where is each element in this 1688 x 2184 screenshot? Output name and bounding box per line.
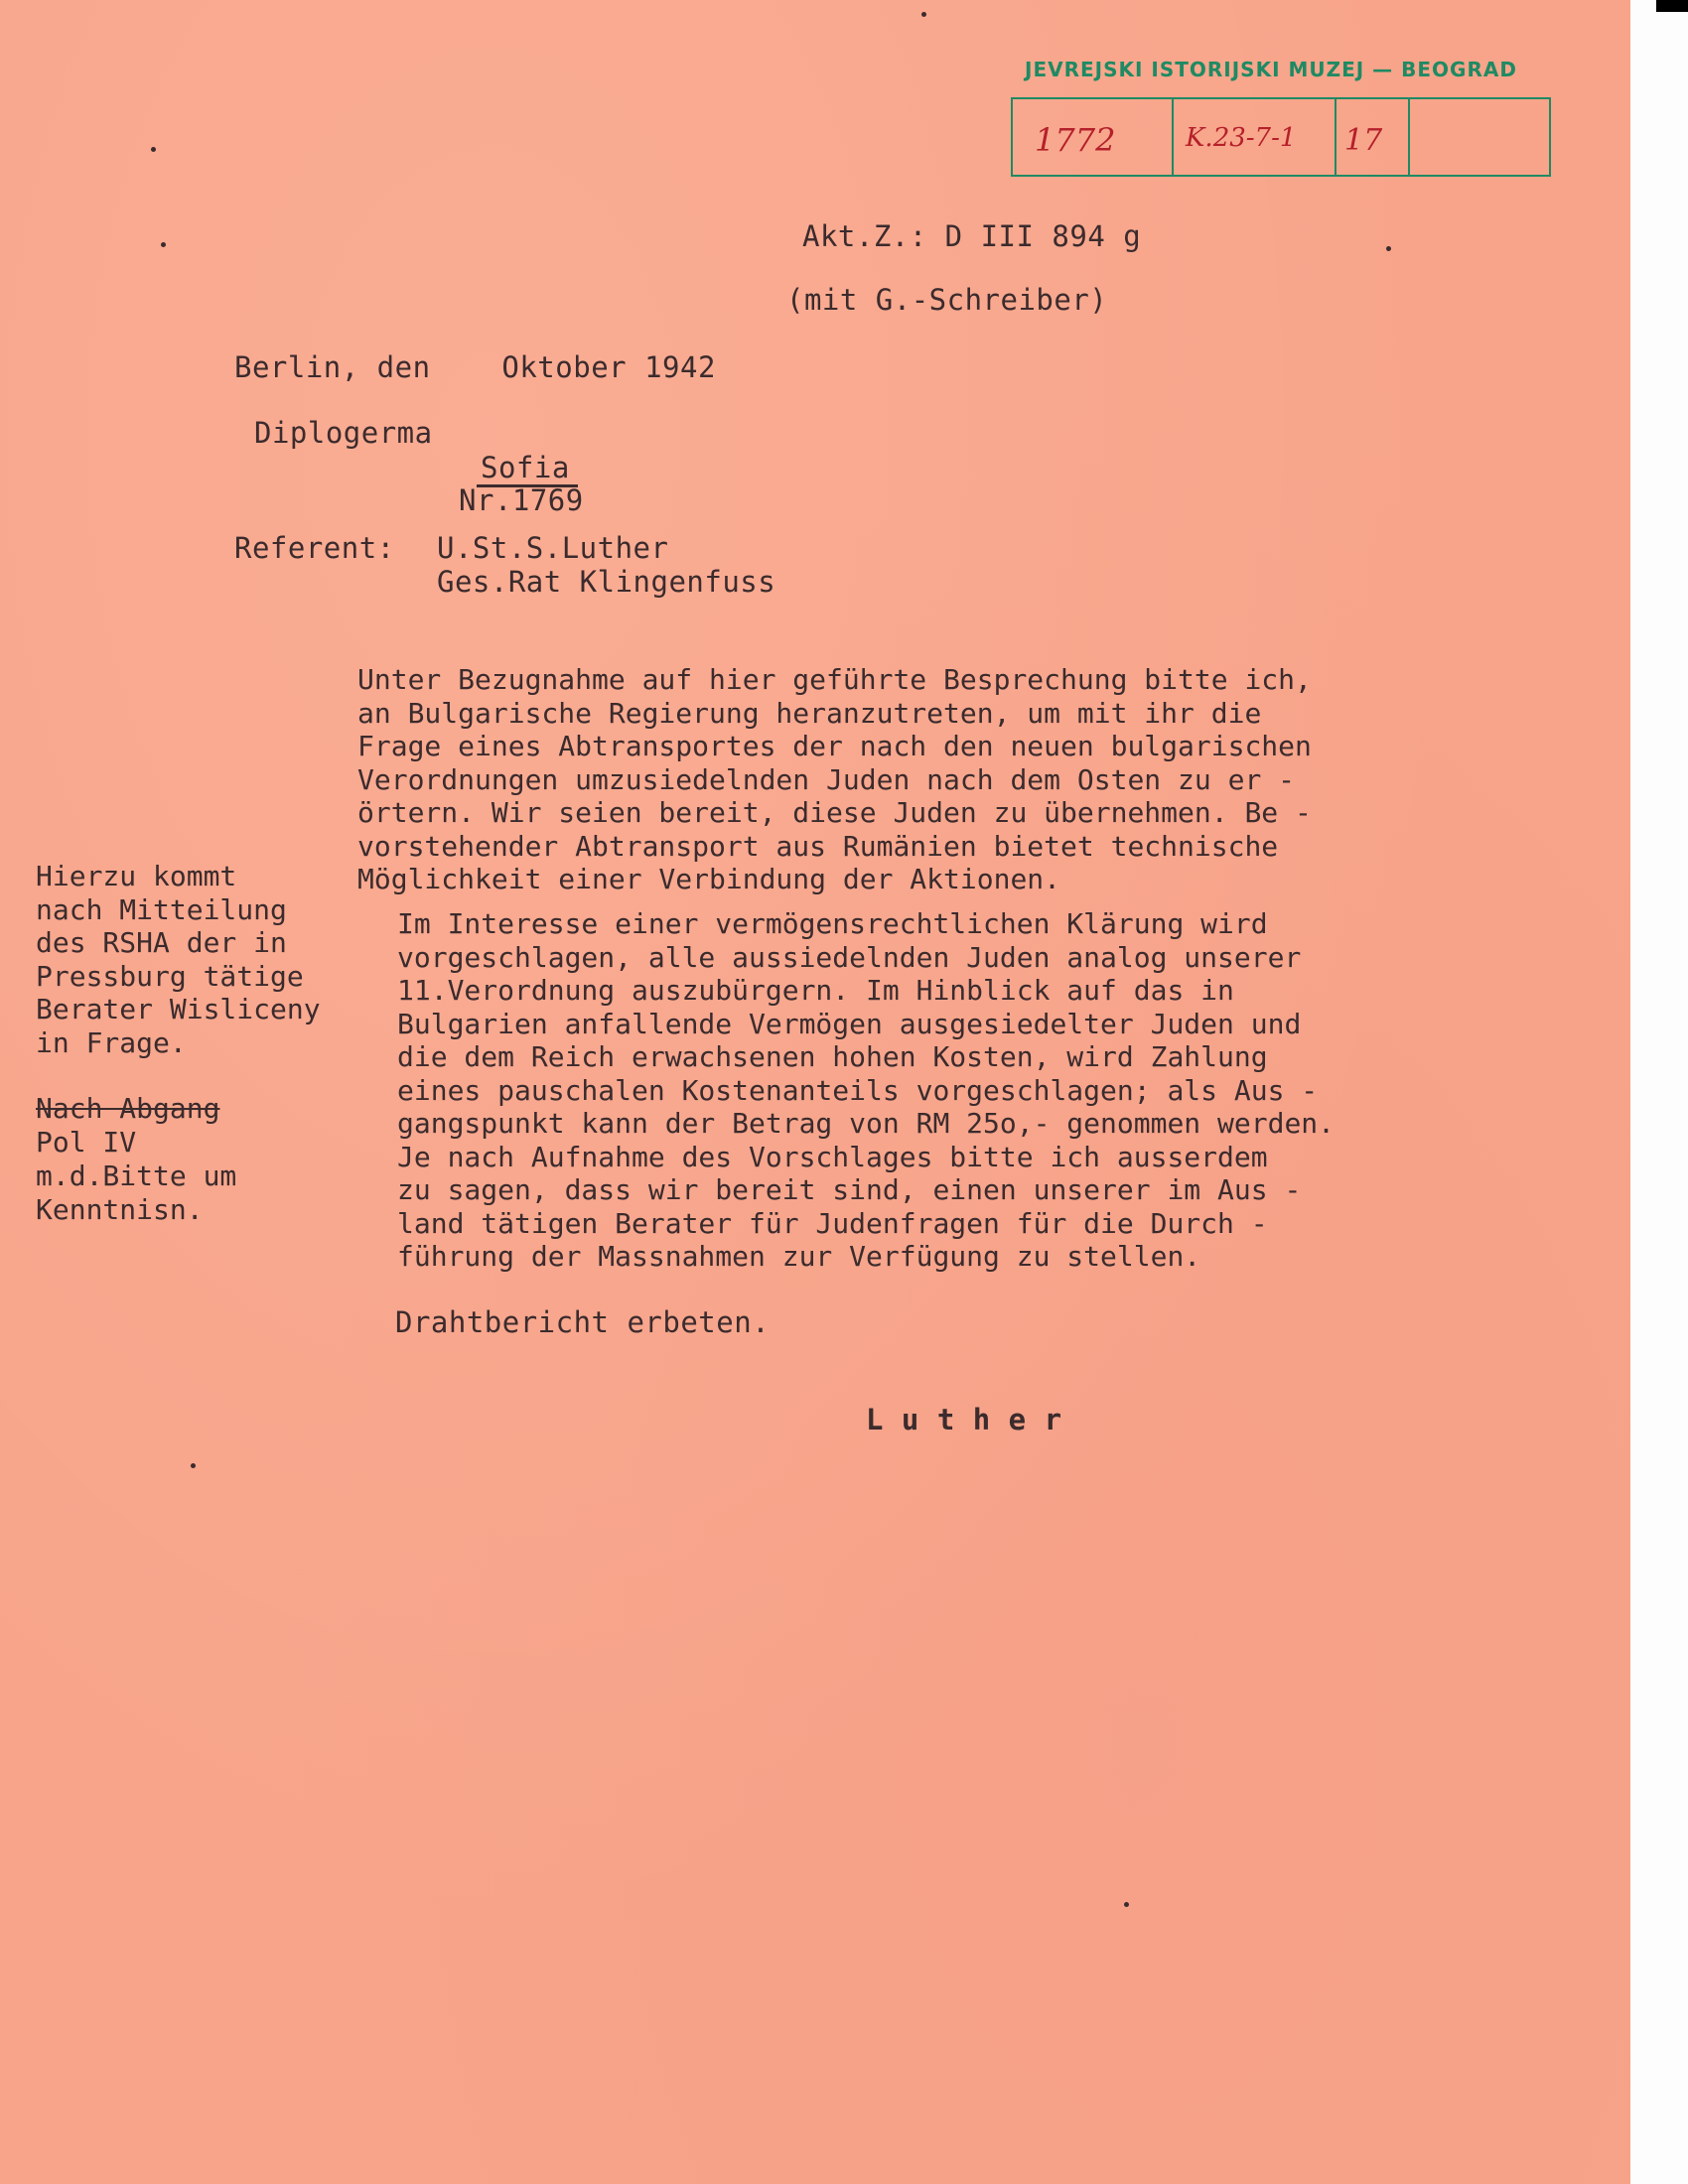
stamp-cell-item [1335,99,1410,175]
referent-secondary: Ges.Rat Klingenfuss [437,565,776,599]
paper-speck [151,147,156,152]
dispatch-label: Nach Abgang [36,1092,220,1125]
destination: Sofia [477,452,578,487]
place-date: Berlin, den Oktober 1942 [234,350,716,384]
dispatch-request: m.d.Bitte um Kenntnisn. [36,1160,237,1226]
stamp-cell-inventory [1013,99,1174,175]
stamp-registry-code: K.23-7-1 [1186,123,1297,153]
paper-speck [1386,246,1391,251]
body-paragraph-1: Unter Bezugnahme auf hier geführte Besprechung bitte ich, an Bulgarische Regierung heranzutreten, um mit ihr die Frage eines Abtransportes der nach den neuen bulgarischen Verordnungen umzusiedelnden Juden nach dem Osten zu er - örtern. Wir seien bereit, diese Juden zu übernehmen. Be - vorstehender Abtransport aus Rumänien bietet technische Möglichkeit einer Verbindung der Aktionen. [357,663,1312,895]
paper-speck [161,242,166,247]
margin-note: Hierzu kommt nach Mitteilung des RSHA der in Pressburg tätige Berater Wisliceny in Frage. [36,860,321,1059]
paper-speck [1124,1902,1129,1907]
paper-speck [921,12,926,17]
scan-margin [1630,0,1688,2184]
telegram-number: Nr.1769 [459,483,584,517]
signature: L u t h e r [866,1403,1062,1436]
body-paragraph-2: Im Interesse einer vermögensrechtlichen Klärung wird vorgeschlagen, alle aussiedelnden Juden analog unserer 11.Verordnung auszubürgern. Im Hinblick auf das in Bulgarien anfallende Vermögen ausgesiedelter Juden und die dem Reich erwachsenen hohen Kosten, wird Zahlung eines pauschalen Kostenanteils vorgeschlagen; als Aus - gangspunkt kann der Betrag von RM 25o,- genommen werden. Je nach Aufnahme des Vorschlages bitte ich ausserdem zu sagen, dass wir bereit sind, einen unserer im Aus - land tätigen Berater für Judenfragen für die Durch - führung der Massnahmen zur Verfügung zu stellen. [397,907,1336,1273]
stamp-inventory-number: 1772 [1035,121,1116,159]
paper-speck [191,1463,196,1468]
dispatch-recipient: Pol IV [36,1126,137,1159]
referent-primary: U.St.S.Luther [437,531,669,565]
cipher-note: (mit G.-Schreiber) [786,283,1108,317]
scan-corner-mark [1656,0,1688,12]
referent-label: Referent: [234,531,395,565]
file-reference: Akt.Z.: D III 894 g [802,219,1142,253]
stamp-box [1011,97,1551,177]
archive-stamp [1011,58,1557,159]
stamp-cell-registry [1172,99,1336,175]
addressee: Diplogerma [254,416,433,450]
closing-request: Drahtbericht erbeten. [395,1305,771,1339]
stamp-institution: JEVREJSKI ISTORIJSKI MUZEJ — BEOGRAD [1025,58,1517,81]
stamp-item-number: 17 [1344,123,1383,158]
